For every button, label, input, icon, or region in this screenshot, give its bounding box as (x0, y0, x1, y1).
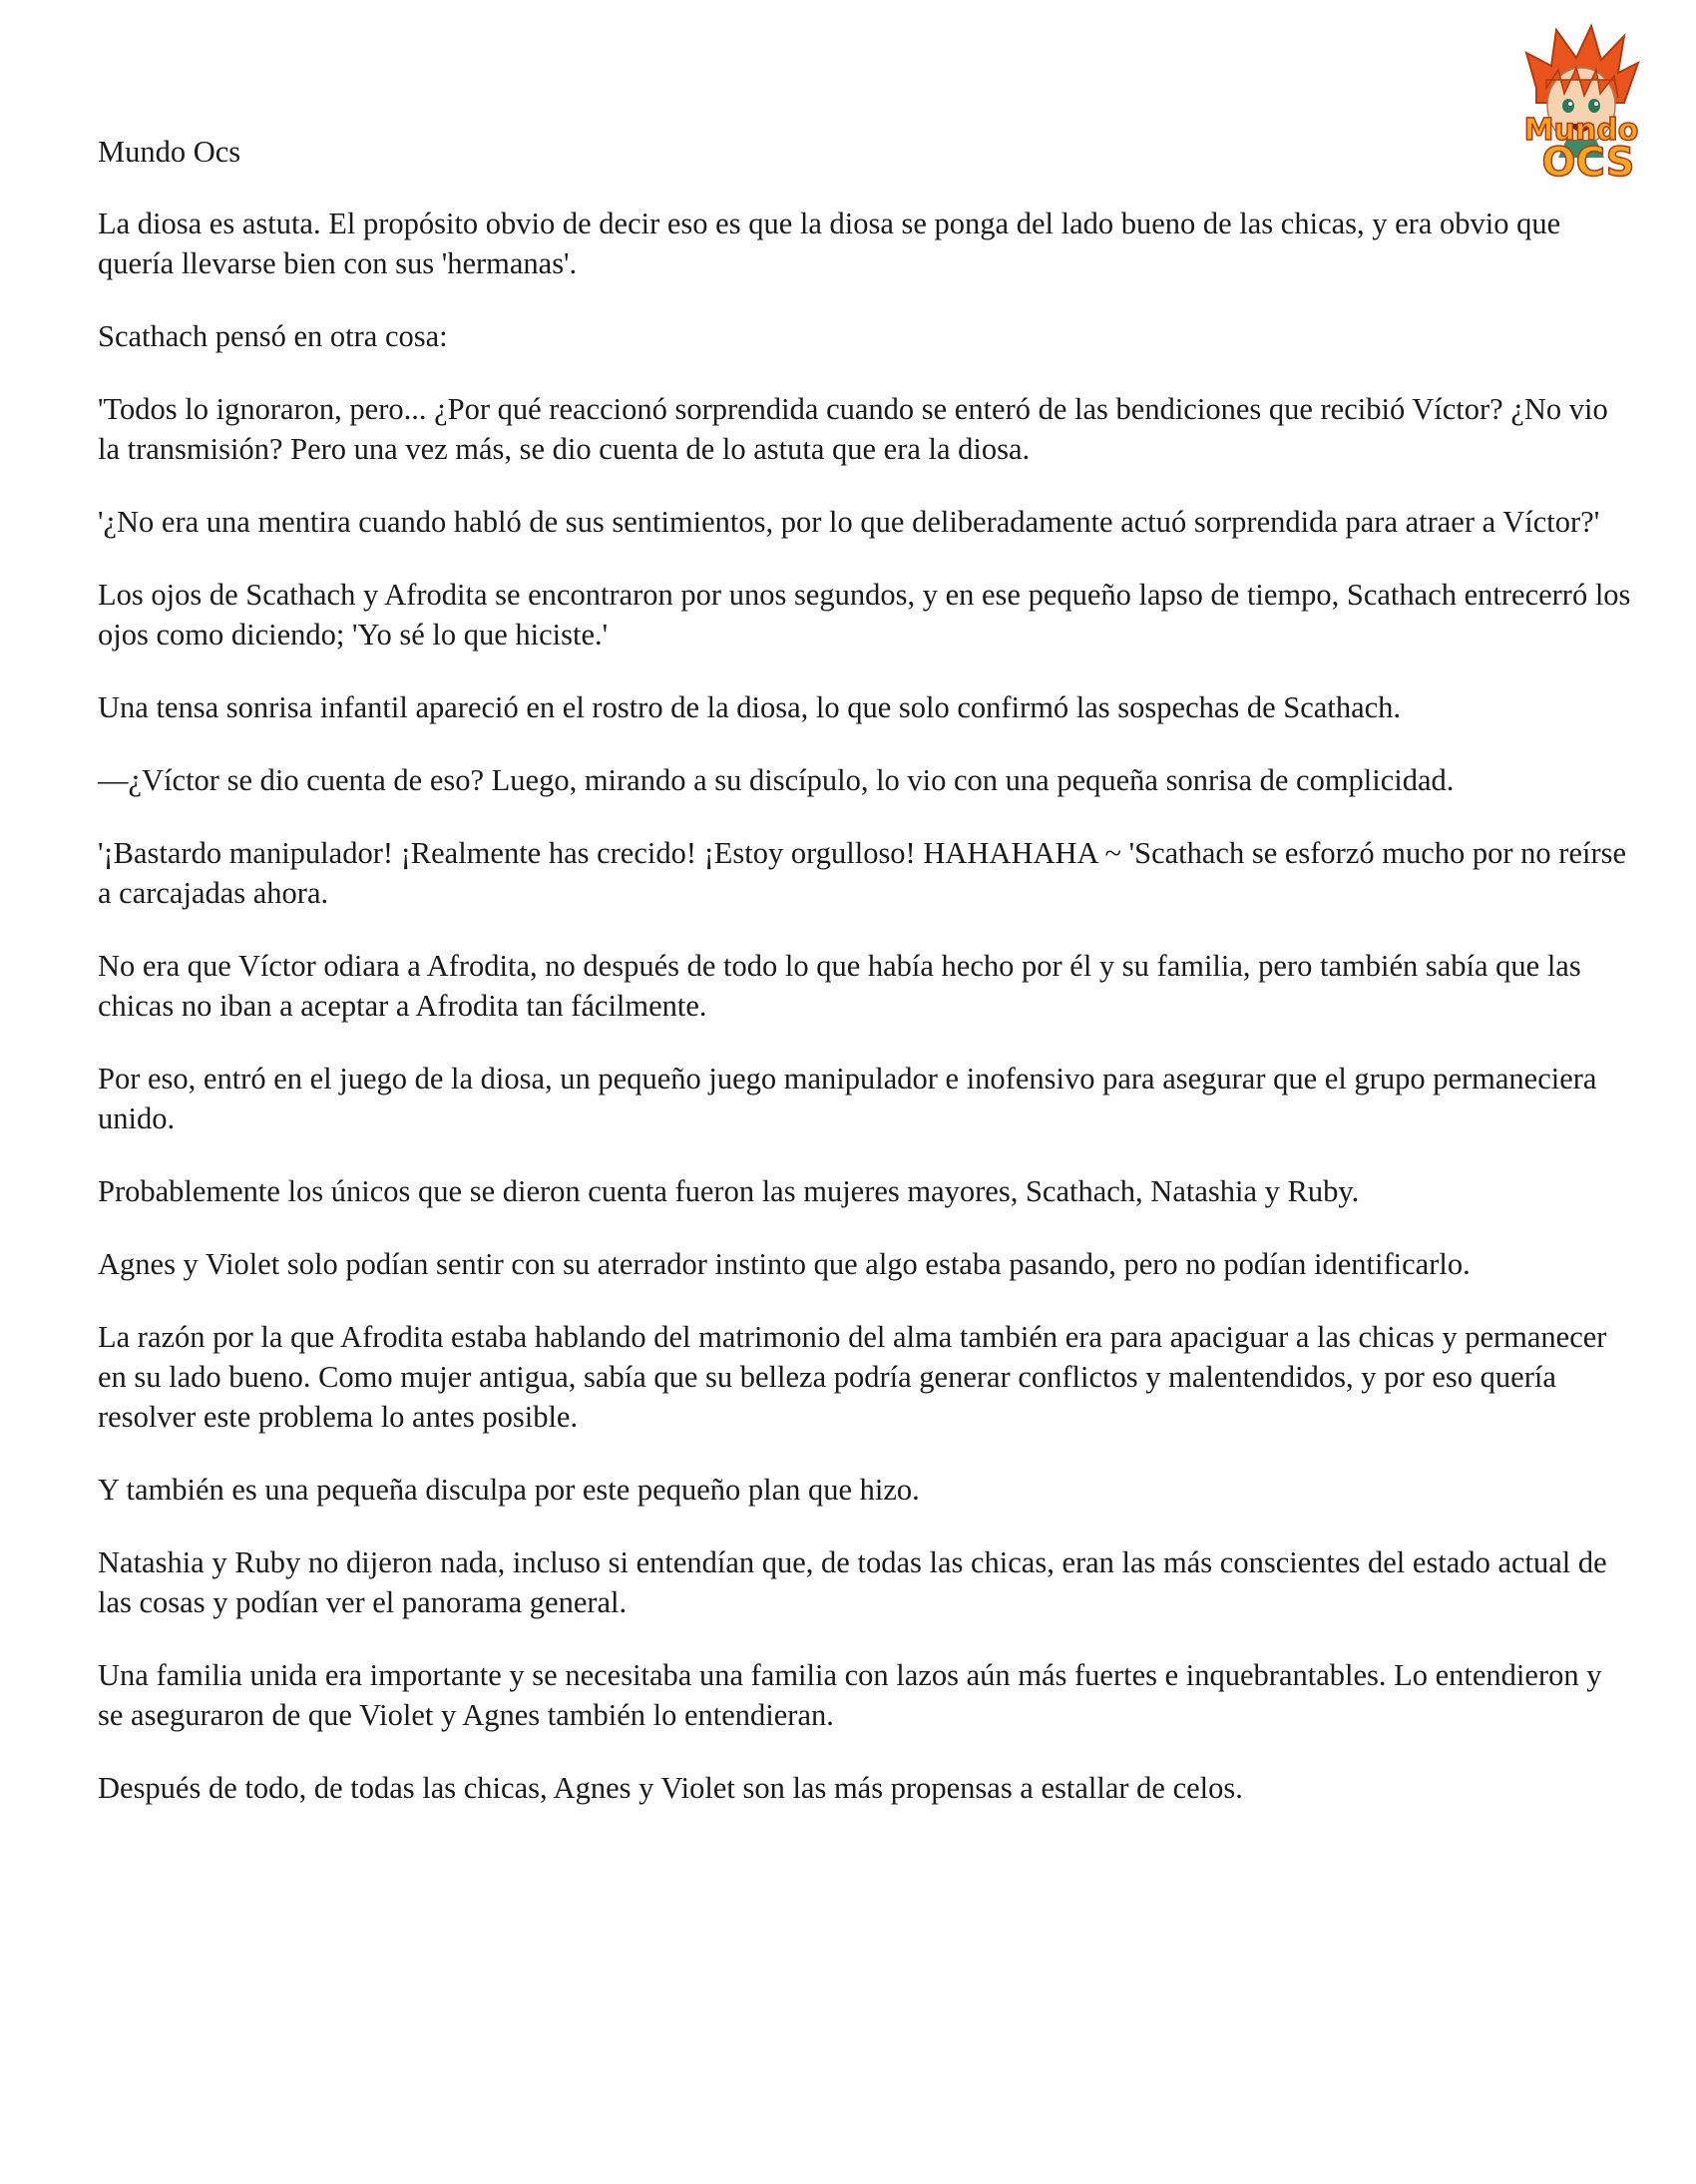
paragraph: Scathach pensó en otra cosa: (98, 319, 448, 353)
paragraph: —¿Víctor se dio cuenta de eso? Luego, mirando a su discípulo, lo vio con una pequeña sonrisa de complicidad. (98, 763, 1455, 797)
paragraph: '¿No era una mentira cuando habló de sus sentimientos, por lo que deliberadamente actuó sorprendida para atraer a Víctor?' (98, 505, 1600, 539)
paragraph: Una familia unida era importante y se necesitaba una familia con lazos aún más fuertes e inquebrantables. Lo entendieron y se aseguraron de que Violet y Agnes también lo entendieran. (98, 1658, 1602, 1732)
paragraph: La razón por la que Afrodita estaba hablando del matrimonio del alma también era para apaciguar a las chicas y permanecer en su lado bueno. Como mujer antigua, sabía que su belleza podría generar conflictos y malentendidos, y por eso quería resolver este problema lo antes posible. (98, 1320, 1607, 1434)
paragraph: Una tensa sonrisa infantil apareció en el rostro de la diosa, lo que solo confirmó las sospechas de Scathach. (98, 690, 1402, 724)
paragraph: La diosa es astuta. El propósito obvio de decir eso es que la diosa se ponga del lado bueno de las chicas, y era obvio que quería llevarse bien con sus 'hermanas'. (98, 207, 1561, 280)
paragraph: Probablemente los únicos que se dieron cuenta fueron las mujeres mayores, Scathach, Natashia y Ruby. (98, 1174, 1360, 1208)
paragraph: '¡Bastardo manipulador! ¡Realmente has crecido! ¡Estoy orgulloso! HAHAHAHA ~ 'Scathach se esforzó mucho por no reírse a carcajadas ahora. (98, 836, 1627, 910)
paragraph: Por eso, entró en el juego de la diosa, un pequeño juego manipulador e inofensivo para asegurar que el grupo permaneciera unido. (98, 1062, 1597, 1135)
logo-text-mundo: Mundo (1523, 113, 1639, 148)
paragraph: Natashia y Ruby no dijeron nada, incluso si entendían que, de todas las chicas, eran las más conscientes del estado actual de las cosas y podían ver el panorama general. (98, 1545, 1607, 1619)
paragraph: Y también es una pequeña disculpa por este pequeño plan que hizo. (98, 1473, 920, 1507)
paragraph: 'Todos lo ignoraron, pero... ¿Por qué reaccionó sorprendida cuando se enteró de las bendiciones que recibió Víctor? ¿No vio la transmisión? Pero una vez más, se dio cuenta de lo astuta que era la diosa. (98, 392, 1608, 466)
site-name-header: Mundo Ocs (98, 135, 241, 169)
paragraph: Los ojos de Scathach y Afrodita se encontraron por unos segundos, y en ese pequeño lapso de tiempo, Scathach entrecerró los ojos como diciendo; 'Yo sé lo que hiciste.' (98, 578, 1631, 652)
paragraph: Después de todo, de todas las chicas, Agnes y Violet son las más propensas a estallar de celos. (98, 1771, 1243, 1805)
paragraph: No era que Víctor odiara a Afrodita, no después de todo lo que había hecho por él y su familia, pero también sabía que las chicas no iban a aceptar a Afrodita tan fácilmente. (98, 949, 1581, 1023)
paragraph: Agnes y Violet solo podían sentir con su aterrador instinto que algo estaba pasando, pero no podían identificarlo. (98, 1247, 1471, 1281)
document-body (98, 132, 1634, 1841)
logo-text-ocs: OCS (1541, 140, 1635, 186)
